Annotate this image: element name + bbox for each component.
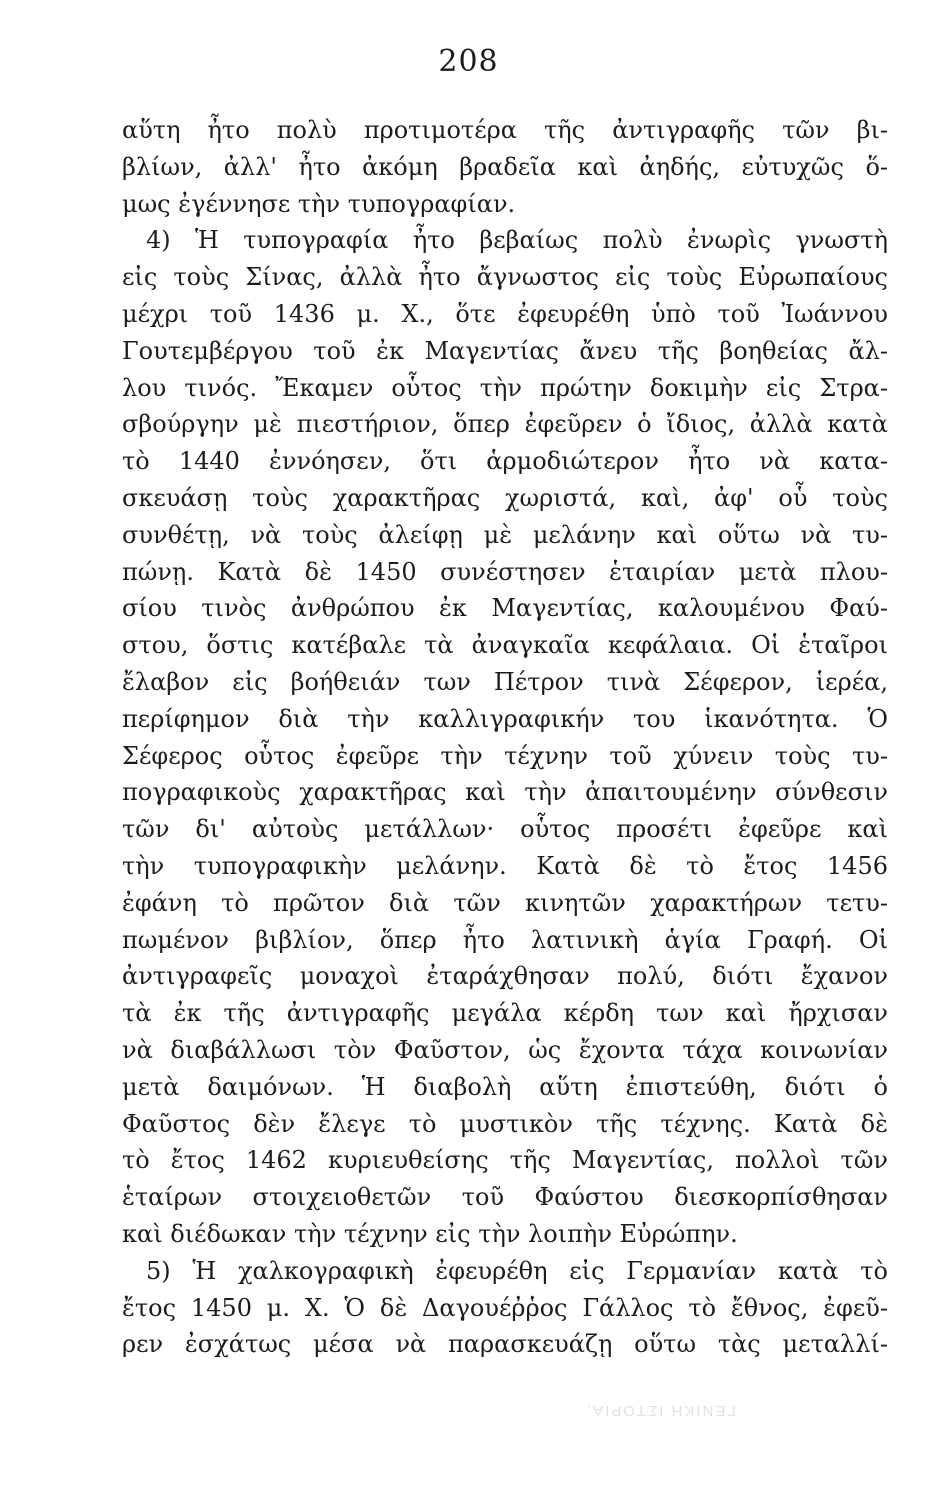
page-number: 208	[438, 44, 499, 79]
text-line: ἐφάνη τὸ πρῶτον διὰ τῶν κινητῶν χαρακτήρων τετυ-	[122, 888, 888, 917]
text-line: 5) Ἡ χαλκογραφικὴ ἐφευρέθη εἰς Γερμανίαν κατὰ τὸ	[146, 1256, 888, 1285]
text-line: σίου τινὸς ἀνθρώπου ἐκ Μαγεντίας, καλουμένου Φαύ-	[122, 594, 888, 623]
text-line: περίφημον διὰ τὴν καλλιγραφικήν του ἱκανότητα. Ὁ	[122, 704, 888, 733]
text-line: τῶν δι' αὐτοὺς μετάλλων· οὗτος προσέτι ἐφεῦρε καὶ	[122, 815, 888, 844]
text-line: αὕτη ἦτο πολὺ προτιμοτέρα τῆς ἀντιγραφῆς τῶν βι-	[122, 116, 888, 144]
text-line: σβούργην μὲ πιεστήριον, ὅπερ ἐφεῦρεν ὁ ἴδιος, ἀλλὰ κατὰ	[122, 410, 888, 439]
text-line: συνθέτῃ, νὰ τοὺς ἀλείφῃ μὲ μελάνην καὶ οὕτω νὰ τυ-	[122, 520, 888, 549]
text-line: Σέφερος οὗτος ἐφεῦρε τὴν τέχνην τοῦ χύνειν τοὺς τυ-	[122, 741, 888, 770]
text-line: πογραφικοὺς χαρακτῆρας καὶ τὴν ἀπαιτουμένην σύνθεσιν	[122, 778, 888, 807]
text-line: νὰ διαβάλλωσι τὸν Φαῦστον, ὡς ἔχοντα τάχα κοινωνίαν	[122, 1035, 888, 1064]
text-line: μως ἐγέννησε τὴν τυπογραφίαν.	[122, 189, 516, 218]
text-line: τὸ 1440 ἐννόησεν, ὅτι ἁρμοδιώτερον ἦτο νὰ κατα-	[122, 447, 888, 476]
text-line: εἰς τοὺς Σίνας, ἀλλὰ ἦτο ἄγνωστος εἰς τοὺς Εὐρωπαίους	[122, 263, 888, 292]
text-line: τὴν τυπογραφικὴν μελάνην. Κατὰ δὲ τὸ ἔτος 1456	[122, 851, 888, 880]
text-line: βλίων, ἀλλ' ἦτο ἀκόμη βραδεῖα καὶ ἀηδής, εὐτυχῶς ὅ-	[122, 152, 888, 181]
text-line: στου, ὅστις κατέβαλε τὰ ἀναγκαῖα κεφάλαια. Οἱ ἑταῖροι	[122, 631, 888, 660]
text-line: τὸ ἔτος 1462 κυριευθείσης τῆς Μαγεντίας, πολλοὶ τῶν	[122, 1146, 888, 1175]
text-line: πωμένον βιβλίον, ὅπερ ἦτο λατινικὴ ἁγία Γραφή. Οἱ	[122, 925, 888, 954]
text-line: ρεν ἐσχάτως μέσα νὰ παρασκευάζῃ οὕτω τὰς μεταλλί-	[122, 1330, 888, 1359]
text-line: ἀντιγραφεῖς μοναχοὶ ἐταράχθησαν πολύ, διότι ἔχανον	[122, 962, 888, 991]
text-line: ἔλαβον εἰς βοήθειάν των Πέτρον τινὰ Σέφερον, ἱερέα,	[122, 667, 888, 696]
body-text	[122, 112, 888, 1363]
text-line: 4) Ἡ τυπογραφία ἦτο βεβαίως πολὺ ἐνωρὶς γνωστὴ	[146, 226, 888, 255]
text-line: πώνῃ. Κατὰ δὲ 1450 συνέστησεν ἑταιρίαν μετὰ πλου-	[122, 557, 888, 586]
text-line: σκευάσῃ τοὺς χαρακτῆρας χωριστά, καὶ, ἀφ' οὗ τοὺς	[122, 483, 888, 512]
text-line: λου τινός. Ἔκαμεν οὗτος τὴν πρώτην δοκιμὴν εἰς Στρα-	[122, 373, 888, 402]
text-line: τὰ ἐκ τῆς ἀντιγραφῆς μεγάλα κέρδη των καὶ ἤρχισαν	[122, 999, 888, 1028]
text-line: καὶ διέδωκαν τὴν τέχνην εἰς τὴν λοιπὴν Εὐρώπην.	[122, 1219, 738, 1248]
show-through-text: ΓΕΝΙΚΗ ΙΣΤΟΡΙΑ.	[585, 1402, 736, 1419]
text-line: μετὰ δαιμόνων. Ἡ διαβολὴ αὕτη ἐπιστεύθη, διότι ὁ	[122, 1072, 888, 1101]
text-line: Γουτεμβέργου τοῦ ἐκ Μαγεντίας ἄνευ τῆς βοηθείας ἄλ-	[122, 336, 888, 365]
text-line: ἔτος 1450 μ. Χ. Ὁ δὲ Δαγουέῤῥος Γάλλος τὸ ἔθνος, ἐφεῦ-	[122, 1293, 888, 1322]
text-line: Φαῦστος δὲν ἔλεγε τὸ μυστικὸν τῆς τέχνης. Κατὰ δὲ	[122, 1109, 888, 1138]
text-line: μέχρι τοῦ 1436 μ. Χ., ὅτε ἐφευρέθη ὑπὸ τοῦ Ἰωάννου	[122, 299, 888, 328]
text-line: ἑταίρων στοιχειοθετῶν τοῦ Φαύστου διεσκορπίσθησαν	[122, 1183, 888, 1212]
